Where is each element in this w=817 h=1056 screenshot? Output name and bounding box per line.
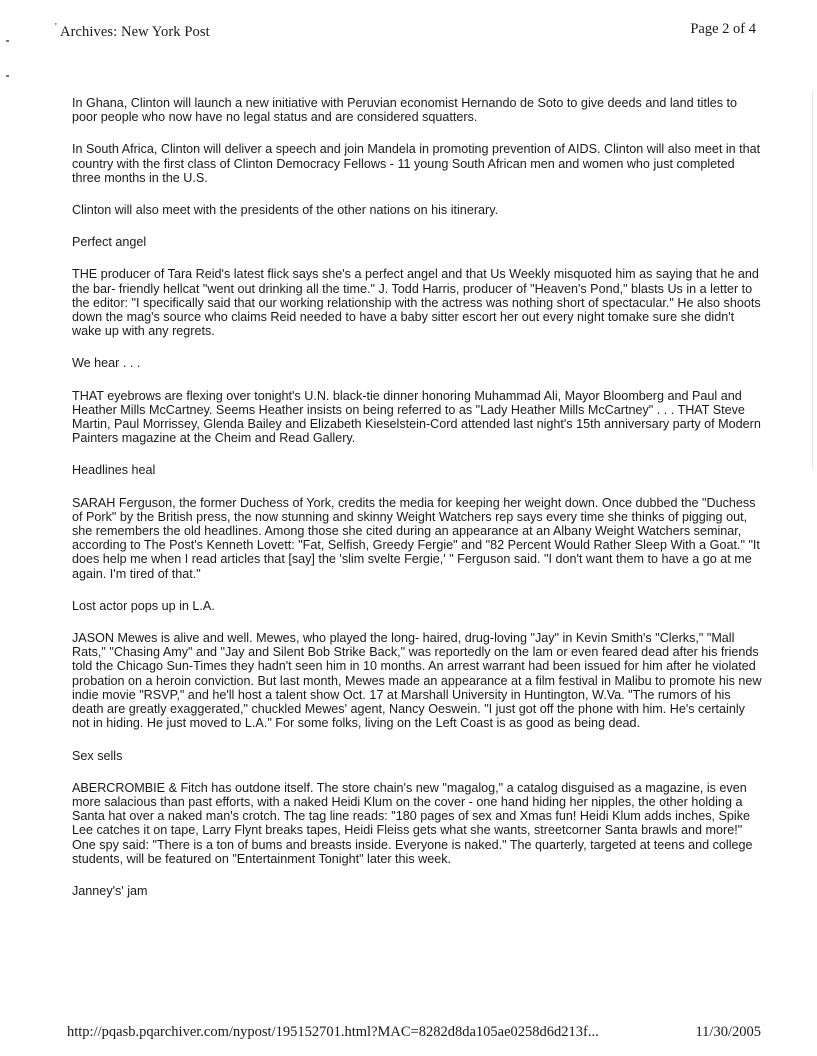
source-url: http://pqasb.pqarchiver.com/nypost/195152701.html?MAC=8282d8da105ae0258d6d213f... <box>67 1024 599 1040</box>
article-body <box>72 96 762 916</box>
paragraph: JASON Mewes is alive and well. Mewes, who played the long- haired, drug-loving "Jay" in Kevin Smith's "Clerks," "Mall Rats," "Chasing Amy" and "Jay and Silent Bob Strike Back," was reportedly on the lam or even feared dead after his friends told the Chicago Sun-Times they hadn't seen him in 10 months. An arrest warrant had been issued for him after he violated probation on a heroin conviction. But last month, Mewes made an appearance at a film festival in Malibu to promote his new indie movie "RSVP," and he'll host a talent show Oct. 17 at Marshall University in Huntington, W.Va. "The rumors of his death are greatly exaggerated," chuckled Mewes' agent, Nancy Oeswein. "I just got off the phone with him. He's certainly not in hiding. He just moved to L.A." For some folks, living on the Left Coast is as good as being dead. <box>72 631 762 731</box>
section-heading: Janney's' jam <box>72 883 148 898</box>
paragraph: SARAH Ferguson, the former Duchess of York, credits the media for keeping her weight down. Once dubbed the "Duchess of Pork" by the British press, the now stunning and skinny Weight Watchers rep says every time she thinks of pigging out, she remembers the old headlines. Among those she cited during an appearance at an Albany Weight Watchers seminar, according to The Post's Kenneth Lovett: "Fat, Selfish, Greedy Fergie" and "82 Percent Would Rather Sleep With a Goat." "It does help me when I read articles that [say] the 'slim svelte Fergie,' " Ferguson said. "I don't want them to have a go at me again. I'm tired of that." <box>72 495 760 581</box>
paragraph: THAT eyebrows are flexing over tonight's U.N. black-tie dinner honoring Muhammad Ali, Mayor Bloomberg and Paul and Heather Mills McCartney. Seems Heather insists on being referred to as "Lady Heather Mills McCartney" . . . THAT Steve Martin, Paul Morrissey, Glenda Bailey and Elizabeth Kieselstein-Cord attended last night's 15th anniversary party of Modern Painters magazine at the Cheim and Read Gallery. <box>72 388 761 446</box>
paragraph: In South Africa, Clinton will deliver a speech and join Mandela in promoting prevention of AIDS. Clinton will also meet in that country with the first class of Clinton Democracy Fellows - 11 young South African men and women who just completed three months in the U.S. <box>72 142 761 185</box>
section-heading: Lost actor pops up in L.A. <box>72 598 215 613</box>
print-date: 11/30/2005 <box>695 1024 761 1040</box>
page-indicator: Page 2 of 4 <box>690 21 756 37</box>
paragraph: In Ghana, Clinton will launch a new initiative with Peruvian economist Hernando de Soto to give deeds and land titles to poor people who now have no legal status and are considered squatters. <box>72 96 738 125</box>
archive-title: ' Archives: New York Post <box>60 24 210 41</box>
section-heading: We hear . . . <box>72 356 141 371</box>
section-heading: Sex sells <box>72 748 123 763</box>
section-heading: Headlines heal <box>72 463 156 478</box>
scan-mark <box>6 75 9 77</box>
scan-mark <box>6 40 9 42</box>
paragraph: Clinton will also meet with the presidents of the other nations on his itinerary. <box>72 203 499 218</box>
paragraph: ABERCROMBIE & Fitch has outdone itself. The store chain's new "magalog," a catalog disguised as a magazine, is even more salacious than past efforts, with a naked Heidi Klum on the cover - one hand hiding her nipples, the other holding a Santa hat over a naked man's crotch. The tag line reads: "180 pages of sex and Xmas fun! Heidi Klum adds inches, Spike Lee catches it on tape, Larry Flynt breaks tapes, Heidi Fleiss gets what she wants, streetcorner Santa brawls and more!" One spy said: "There is a ton of bums and breasts inside. Everyone is naked." The quarterly, targeted at teens and college students, will be featured on "Entertainment Tonight" later this week. <box>72 780 753 866</box>
paragraph: THE producer of Tara Reid's latest flick says she's a perfect angel and that Us Weekly misquoted him as saying that he and the bar- friendly hellcat "went out drinking all the time." J. Todd Harris, producer of "Heaven's Pond," blasts Us in a letter to the editor: "I specifically said that our working relationship with the actress was nothing short of spectacular." He also shoots down the mag's source who claims Reid needed to have a baby sitter escort her out every night tomake sure she didn't wake up with any regrets. <box>72 267 761 339</box>
section-heading: Perfect angel <box>72 235 147 250</box>
scan-edge-line <box>812 90 813 470</box>
